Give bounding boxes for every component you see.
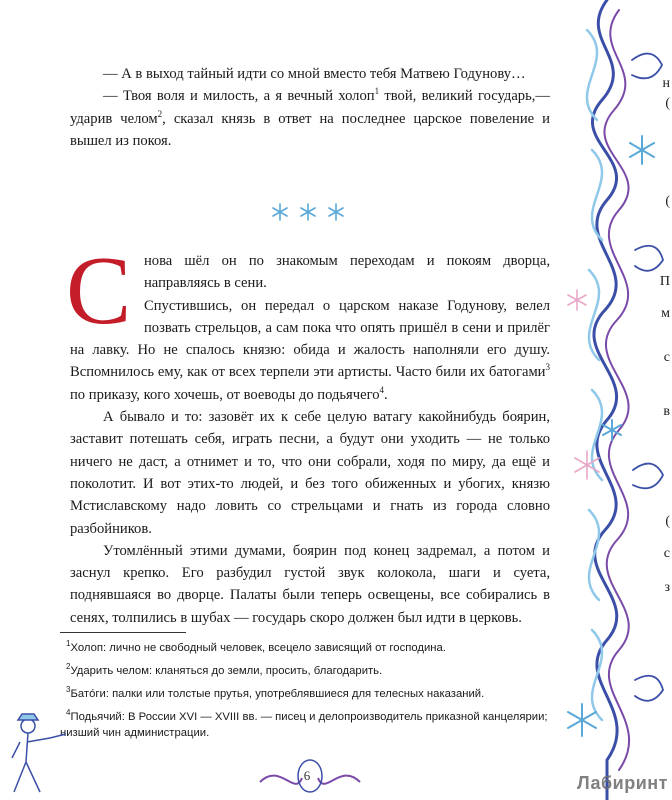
- drop-cap: С: [66, 237, 132, 345]
- footnote-text: Подьячий: В России XVI — XVIII вв. — писец и делопроизводитель приказной канцелярии; низший чин администрации.: [60, 711, 548, 739]
- cossack-soldier-icon: [0, 712, 70, 800]
- dialogue-text: твой, великий государь,— ударив челом: [70, 88, 550, 127]
- paragraph-text: по приказу, кого хочешь, от воеводы до подьячего: [70, 386, 380, 403]
- footnote-number: 2: [66, 662, 71, 672]
- facing-page-char: м: [661, 306, 670, 321]
- dialogue-line-2: [70, 85, 550, 152]
- footnote-rule: [60, 632, 186, 633]
- facing-page-char: в: [663, 404, 670, 419]
- snowflake-icon: [301, 204, 315, 220]
- footnote-ref-2: 2: [157, 108, 163, 119]
- facing-page-char: П: [659, 274, 670, 289]
- footnote-text: Ударить челом: кланяться до земли, просить, благодарить.: [70, 665, 383, 677]
- watermark: Лабиринт: [576, 773, 668, 793]
- dialogue-block: [70, 63, 550, 152]
- footnotes: [60, 640, 556, 748]
- paragraph-text: .: [384, 386, 388, 403]
- facing-page-char: с: [663, 350, 670, 365]
- dialogue-text: — Твоя воля и милость, а я вечный холоп: [103, 88, 375, 105]
- chapter-opening: нова шёл он по знакомым переходам и покоям дворца, направляясь в сени.: [144, 253, 550, 292]
- drop-cap-box: [66, 237, 142, 345]
- footnote-text: Батóги: палки или толстые прутья, употреблявшиеся для телесных наказаний.: [70, 688, 485, 700]
- facing-page-char: (: [665, 514, 670, 529]
- chapter-paragraph-3: Утомлённый этими думами, боярин под конец задремал, а потом и заснул крепко. Его разбудил густой звук колокола, шаги и суета, поднявшаяся во дворце. Палаты были теперь освещены, все собирались в сенях, толпились в шубах — государь скоро должен был идти в церковь.: [70, 542, 550, 626]
- footnote-number: 4: [66, 708, 71, 718]
- dialogue-text: , сказал князь в ответ на последнее царское повеление и вышел из покоя.: [70, 110, 550, 149]
- facing-page-char: (: [665, 194, 670, 209]
- footnote-number: 1: [66, 639, 71, 649]
- footnote-text: Холоп: лично не свободный человек, всецело зависящий от господина.: [70, 642, 446, 654]
- chapter-text: [66, 237, 550, 629]
- footnote-ref-4: 4: [379, 384, 384, 395]
- facing-page-char: н: [662, 76, 670, 91]
- paragraph-text: Спустившись, он передал о царском наказе Годунову, велел позвать стрельцов, а сам пока что опять пришёл в сени и прилёг на лавку. Но не спалось князю: обида и жалость наполняли его душу. Вспомнилось ему, как от всех терпели эти артисты. Часто били их батогами: [70, 297, 550, 381]
- facing-page-char: (: [665, 96, 670, 111]
- snowflake-separator: [268, 201, 348, 223]
- chapter-paragraph-2: А бывало и то: зазовёт их к себе целую ватагу какойнибудь боярин, заставит потешать себя, играть песни, а будут они уходить — не только ничего не даст, а отнимет и то, что они собрали, ходя по миру, да ещё и поколотит. И вот этих-то людей, и без того обиженных и убогих, князю Мстиславскому надо ловить со стрельцами и гнать из города словно разбойников.: [70, 409, 550, 537]
- ornamental-swirl-icon: [547, 0, 672, 800]
- footnote-number: 3: [66, 685, 71, 695]
- chapter-paragraph-1: [70, 295, 550, 406]
- dialogue-line-1: — А в выход тайный идти со мной вместо тебя Матвею Годунову…: [103, 66, 526, 82]
- facing-page-char: з: [664, 580, 670, 595]
- footnote-ref-3: 3: [545, 362, 550, 373]
- footnote-3: [60, 686, 556, 702]
- snowflake-icon: [329, 204, 343, 220]
- footnote-1: [60, 640, 556, 656]
- facing-page-char: с: [663, 546, 670, 561]
- snowflake-icon: [273, 204, 287, 220]
- page-number: 6: [303, 768, 311, 783]
- footnote-2: [60, 663, 556, 679]
- footnote-ref-1: 1: [374, 86, 380, 97]
- footnote-4: [60, 709, 556, 741]
